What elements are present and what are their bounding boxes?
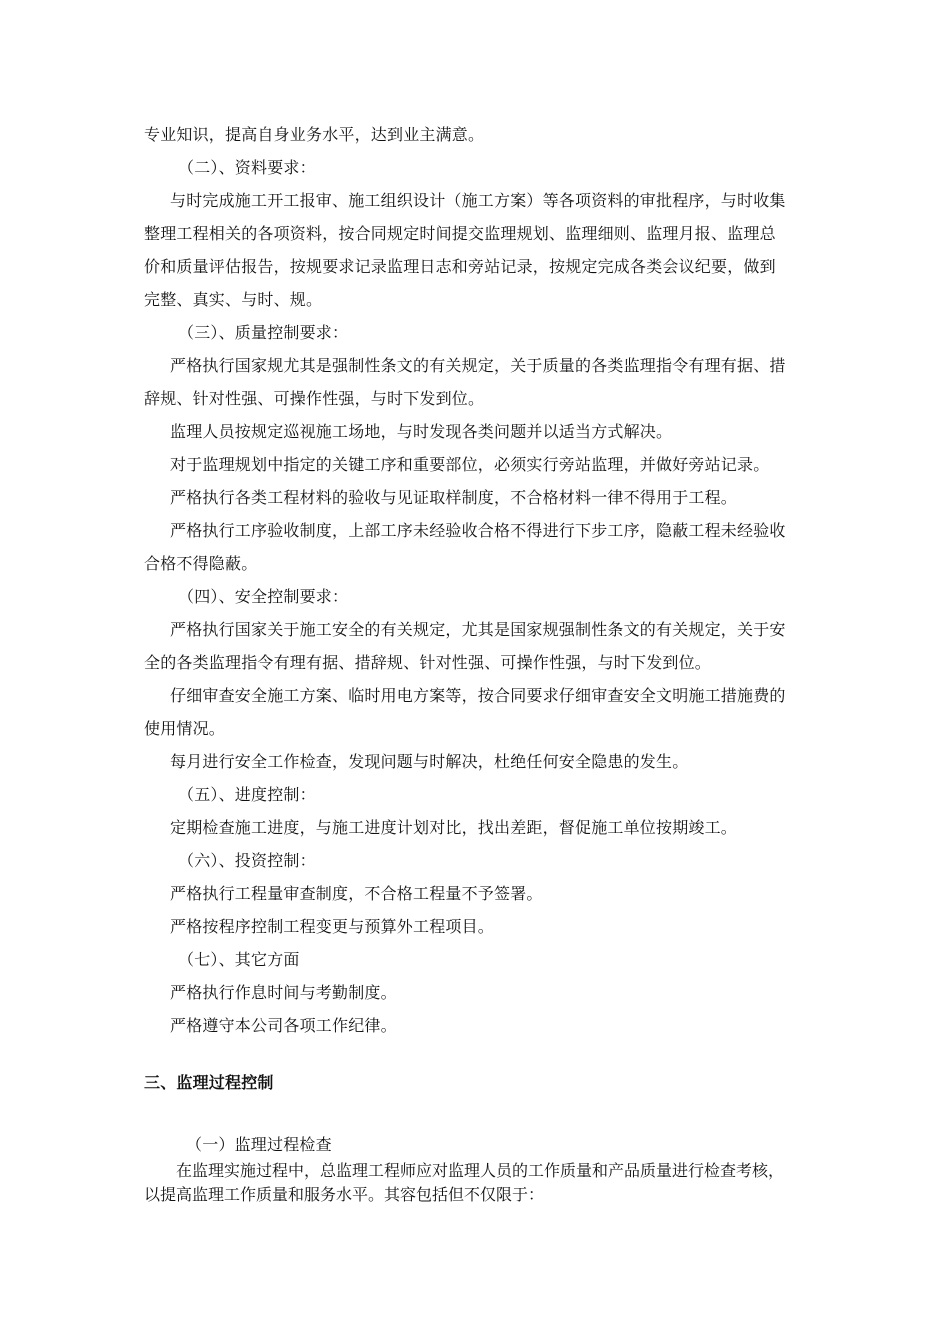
paragraph-line: 严格执行工程量审查制度，不合格工程量不予签署。 [170,884,543,903]
paragraph-line: 严格执行国家规尤其是强制性条文的有关规定，关于质量的各类监理指令有理有据、措 [170,356,786,375]
section-subheading: （六）、投资控制： [178,851,316,870]
paragraph-line: 严格执行工序验收制度，上部工序未经验收合格不得进行下步工序，隐蔽工程未经验收 [170,521,786,540]
paragraph-line: 在监理实施过程中，总监理工程师应对监理人员的工作质量和产品质量进行检查考核， [176,1161,785,1180]
section-subheading: （七）、其它方面 [178,950,300,969]
paragraph-line: 每月进行安全工作检查，发现问题与时解决，杜绝任何安全隐患的发生。 [170,752,689,771]
section-subheading: （二）、资料要求： [178,158,316,177]
paragraph-line: 严格执行各类工程材料的验收与见证取样制度，不合格材料一律不得用于工程。 [170,488,738,507]
paragraph-line: 完整、真实、与时、规。 [144,290,323,309]
section-heading: 三、监理过程控制 [144,1073,274,1092]
section-subheading: （四）、安全控制要求： [178,587,349,606]
paragraph-line: 专业知识，提高自身业务水平，达到业主满意。 [144,125,485,144]
paragraph-line: 对于监理规划中指定的关键工序和重要部位，必须实行旁站监理，并做好旁站记录。 [170,455,770,474]
paragraph-line: 使用情况。 [144,719,226,738]
paragraph-line: 定期检查施工进度，与施工进度计划对比，找出差距，督促施工单位按期竣工。 [170,818,738,837]
paragraph-line: 与时完成施工开工报审、施工组织设计（施工方案）等各项资料的审批程序，与时收集 [170,191,786,210]
paragraph-line: 严格按程序控制工程变更与预算外工程项目。 [170,917,495,936]
paragraph-line: 辞规、针对性强、可操作性强，与时下发到位。 [144,389,485,408]
paragraph-line: 合格不得隐蔽。 [144,554,258,573]
paragraph-line: 严格执行国家关于施工安全的有关规定，尤其是国家规强制性条文的有关规定，关于安 [170,620,786,639]
paragraph-line: 以提高监理工作质量和服务水平。其容包括但不仅限于： [144,1185,545,1204]
subsection-heading: （一）监理过程检查 [186,1135,332,1154]
paragraph-line: 仔细审查安全施工方案、临时用电方案等，按合同要求仔细审查安全文明施工措施费的 [170,686,786,705]
paragraph-line: 监理人员按规定巡视施工场地，与时发现各类问题并以适当方式解决。 [170,422,673,441]
paragraph-line: 价和质量评估报告，按规要求记录监理日志和旁站记录，按规定完成各类会议纪要，做到 [144,257,776,276]
paragraph-line: 严格遵守本公司各项工作纪律。 [170,1016,397,1035]
paragraph-line: 整理工程相关的各项资料，按合同规定时间提交监理规划、监理细则、监理月报、监理总 [144,224,776,243]
section-subheading: （五）、进度控制： [178,785,316,804]
section-subheading: （三）、质量控制要求： [178,323,349,342]
paragraph-line: 严格执行作息时间与考勤制度。 [170,983,397,1002]
paragraph-line: 全的各类监理指令有理有据、措辞规、针对性强、可操作性强，与时下发到位。 [144,653,712,672]
